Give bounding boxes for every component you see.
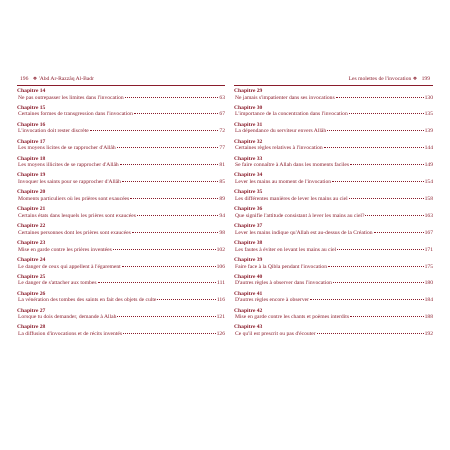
toc-entry (234, 274, 433, 291)
chapter-page-number: 94 (219, 212, 225, 219)
chapter-page-number: 67 (219, 111, 225, 118)
chapter-page-number: 116 (216, 297, 225, 304)
toc-line (234, 95, 433, 102)
toc-entry (234, 156, 433, 173)
toc-entry (17, 308, 225, 325)
toc-line (17, 264, 225, 271)
toc-line (17, 111, 225, 118)
dot-leader (132, 232, 219, 233)
toc-line (234, 213, 433, 220)
toc-entry (234, 172, 433, 189)
dot-leader (336, 97, 424, 98)
chapter-page-number: 167 (424, 229, 433, 236)
chapter-heading: Chapitre 27 (17, 307, 46, 314)
toc-line (17, 314, 225, 321)
chapter-page-number: 192 (424, 331, 433, 338)
left-header-author: 'Abd Ar-Razzâq Al-Badr (38, 76, 94, 82)
chapter-page-number: 111 (217, 280, 225, 287)
dot-leader (333, 282, 424, 283)
left-page-header (17, 76, 94, 82)
toc-entry (17, 105, 225, 122)
dot-leader (328, 266, 424, 267)
toc-entry (17, 291, 225, 308)
dot-leader (327, 130, 423, 131)
toc-entry (17, 206, 225, 223)
chapter-heading: Chapitre 26 (17, 290, 46, 297)
dot-leader (134, 113, 219, 114)
chapter-title: Mise en garde contre les prières inventées (18, 246, 112, 253)
chapter-page-number: 180 (424, 280, 433, 287)
dot-leader (125, 97, 219, 98)
ornament-icon: ❖ (32, 77, 38, 82)
dot-leader (98, 282, 217, 283)
chapter-page-number: 102 (216, 246, 225, 253)
chapter-page-number: 121 (216, 314, 225, 321)
dot-leader (317, 333, 424, 334)
chapter-title: Les différentes manières de lever les mains au ciel (235, 195, 348, 202)
chapter-title: D'autres règles à observer dans l'invocation (235, 280, 332, 287)
toc-entry (234, 122, 433, 139)
toc-entry (17, 172, 225, 189)
dot-leader (117, 147, 219, 148)
dot-leader (120, 164, 219, 165)
chapter-title: Le danger de s'attacher aux tombes (18, 280, 97, 287)
toc-line (17, 213, 225, 220)
chapter-page-number: 72 (219, 128, 225, 135)
left-header-rule (17, 85, 225, 86)
toc-entry (234, 257, 433, 274)
chapter-heading: Chapitre 42 (234, 307, 263, 314)
dot-leader (122, 266, 216, 267)
chapter-title: Faire face à la Qibla pendant l'invocation (235, 263, 328, 270)
toc-line (234, 331, 433, 338)
toc-line (17, 128, 225, 135)
dot-leader (117, 316, 215, 317)
right-page-number: 199 (421, 76, 430, 82)
toc-entry (17, 240, 225, 257)
toc-entry (17, 156, 225, 173)
toc-entry (234, 189, 433, 206)
chapter-title: Lever les mains indique qu'Allah est au-dessus de la Création (235, 229, 373, 236)
toc-entry (234, 88, 433, 105)
chapter-title: Les fautes à éviter en levant les mains au ciel (235, 246, 337, 253)
chapter-heading: Chapitre 31 (234, 121, 263, 128)
chapter-heading: Chapitre 40 (234, 273, 263, 280)
ornament-icon: ❖ (412, 77, 418, 82)
chapter-page-number: 158 (424, 195, 433, 202)
chapter-heading: Chapitre 24 (17, 256, 46, 263)
chapter-title: Moments particuliers où les prières sont exaucées (18, 195, 130, 202)
chapter-page-number: 135 (424, 111, 433, 118)
toc-line (17, 145, 225, 152)
toc-line (234, 128, 433, 135)
toc-line (234, 145, 433, 152)
chapter-title: Le danger de ceux qui appellent à l'égarement (18, 263, 121, 270)
toc-line (17, 196, 225, 203)
chapter-page-number: 130 (424, 94, 433, 101)
dot-leader (350, 316, 424, 317)
toc-entry (17, 257, 225, 274)
chapter-title: Certaines personnes dont les prières sont exaucées (18, 229, 131, 236)
chapter-title: Mise en garde contre les chants et poèmes interdits (235, 314, 350, 321)
chapter-title: D'autres règles encore à observer (235, 297, 309, 304)
chapter-title: La diffusion d'invocations et de récits inventés (18, 331, 123, 338)
chapter-page-number: 184 (424, 297, 433, 304)
chapter-title: Se faire connaître à Allah dans les moments faciles (235, 162, 350, 169)
chapter-heading: Chapitre 20 (17, 189, 46, 196)
chapter-page-number: 63 (219, 94, 225, 101)
chapter-heading: Chapitre 41 (234, 290, 263, 297)
chapter-page-number: 126 (216, 331, 225, 338)
dot-leader (337, 249, 423, 250)
chapter-page-number: 175 (424, 263, 433, 270)
toc-line (234, 264, 433, 271)
chapter-heading: Chapitre 16 (17, 121, 46, 128)
chapter-page-number: 77 (219, 145, 225, 152)
toc-entry (234, 291, 433, 308)
chapter-title: Ne jamais s'impatienter dans ses invocations (235, 94, 335, 101)
toc-line (17, 95, 225, 102)
dot-leader (157, 299, 215, 300)
toc-entry (234, 240, 433, 257)
chapter-heading: Chapitre 36 (234, 206, 263, 213)
chapter-title: Certaines formes de transgression dans l'invocation (18, 111, 133, 118)
toc-line (234, 196, 433, 203)
toc-entry (17, 139, 225, 156)
chapter-heading: Chapitre 37 (234, 223, 263, 230)
chapter-title: L'importance de la concentration dans l'invocation (235, 111, 348, 118)
toc-entry (234, 105, 433, 122)
chapter-heading: Chapitre 35 (234, 189, 263, 196)
chapter-title: La dépendance du serviteur envers Allâh (235, 128, 327, 135)
chapter-heading: Chapitre 39 (234, 256, 263, 263)
right-header-title: Les molettes de l'invocation (348, 76, 412, 82)
chapter-title: La vénération des tombes des saints en fait des objets de culte (18, 297, 157, 304)
toc-line (234, 314, 433, 321)
toc-entry (17, 274, 225, 291)
dot-leader (349, 198, 424, 199)
toc-line (17, 230, 225, 237)
chapter-heading: Chapitre 29 (234, 88, 263, 94)
dot-leader (324, 147, 424, 148)
dot-leader (137, 215, 219, 216)
chapter-heading: Chapitre 38 (234, 240, 263, 247)
chapter-title: Ne pas outrepasser les limites dans l'invocation (18, 94, 124, 101)
chapter-heading: Chapitre 21 (17, 206, 46, 213)
right-header-rule (234, 85, 433, 86)
right-toc-list (234, 88, 433, 341)
chapter-heading: Chapitre 28 (17, 324, 46, 331)
chapter-heading: Chapitre 33 (234, 155, 263, 162)
left-toc-list (17, 88, 225, 341)
chapter-page-number: 98 (219, 229, 225, 236)
chapter-page-number: 188 (424, 314, 433, 321)
chapter-title: Les moyens licites de se rapprocher d'Allâh (18, 145, 116, 152)
toc-entry (17, 223, 225, 240)
toc-line (17, 280, 225, 287)
chapter-title: Certains états dans lesquels les prières sont exaucées (18, 212, 136, 219)
chapter-title: Invoquer les saints pour se rapprocher d'Allâh (18, 179, 121, 186)
toc-line (17, 162, 225, 169)
chapter-heading: Chapitre 25 (17, 273, 46, 280)
dot-leader (122, 181, 218, 182)
chapter-heading: Chapitre 32 (234, 138, 263, 145)
dot-leader (374, 232, 424, 233)
dot-leader (332, 181, 424, 182)
chapter-heading: Chapitre 19 (17, 172, 46, 179)
dot-leader (113, 249, 216, 250)
toc-entry (234, 223, 433, 240)
toc-line (17, 247, 225, 254)
chapter-title: Certaines règles relatives à l'invocation (235, 145, 323, 152)
chapter-page-number: 144 (424, 145, 433, 152)
dot-leader (349, 113, 424, 114)
chapter-page-number: 149 (424, 162, 433, 169)
dot-leader (310, 299, 424, 300)
right-page-header (349, 76, 433, 82)
chapter-title: Que signifie l'attitude consistant à lever les mains au ciel? (235, 212, 365, 219)
toc-entry (17, 324, 225, 341)
chapter-heading: Chapitre 17 (17, 138, 46, 145)
toc-line (234, 247, 433, 254)
chapter-page-number: 163 (424, 212, 433, 219)
toc-line (234, 111, 433, 118)
dot-leader (123, 333, 216, 334)
chapter-page-number: 85 (219, 179, 225, 186)
toc-line (17, 331, 225, 338)
toc-line (234, 179, 433, 186)
chapter-title: L'invocation doit rester discrète (18, 128, 89, 135)
toc-line (234, 162, 433, 169)
toc-entry (17, 122, 225, 139)
toc-line (17, 297, 225, 304)
dot-leader (365, 215, 423, 216)
chapter-heading: Chapitre 22 (17, 223, 46, 230)
chapter-title: Lever les mains au moment de l'invocation (235, 179, 332, 186)
chapter-page-number: 89 (219, 195, 225, 202)
chapter-heading: Chapitre 34 (234, 172, 263, 179)
chapter-heading: Chapitre 30 (234, 104, 263, 111)
chapter-page-number: 171 (424, 246, 433, 253)
chapter-heading: Chapitre 23 (17, 240, 46, 247)
toc-entry (17, 189, 225, 206)
left-page-number: 196 (20, 76, 29, 82)
chapter-heading: Chapitre 15 (17, 104, 46, 111)
chapter-title: Lorsque tu dois demander, demande à Allah (18, 314, 117, 321)
toc-line (234, 280, 433, 287)
toc-line (234, 230, 433, 237)
chapter-page-number: 154 (424, 179, 433, 186)
dot-leader (130, 198, 218, 199)
chapter-page-number: 106 (216, 263, 225, 270)
toc-entry (234, 308, 433, 325)
toc-line (17, 179, 225, 186)
dot-leader (350, 164, 424, 165)
chapter-heading: Chapitre 18 (17, 155, 46, 162)
toc-entry (17, 88, 225, 105)
dot-leader (90, 130, 219, 131)
chapter-title: Ce qu'il est prescrit ou pas d'écouter (235, 331, 316, 338)
chapter-page-number: 81 (219, 162, 225, 169)
toc-entry (234, 139, 433, 156)
chapter-heading: Chapitre 14 (17, 88, 46, 94)
toc-line (234, 297, 433, 304)
chapter-page-number: 139 (424, 128, 433, 135)
toc-entry (234, 324, 433, 341)
chapter-title: Les moyens illicites de se rapprocher d'Allâh (18, 162, 119, 169)
toc-entry (234, 206, 433, 223)
chapter-heading: Chapitre 43 (234, 324, 263, 331)
